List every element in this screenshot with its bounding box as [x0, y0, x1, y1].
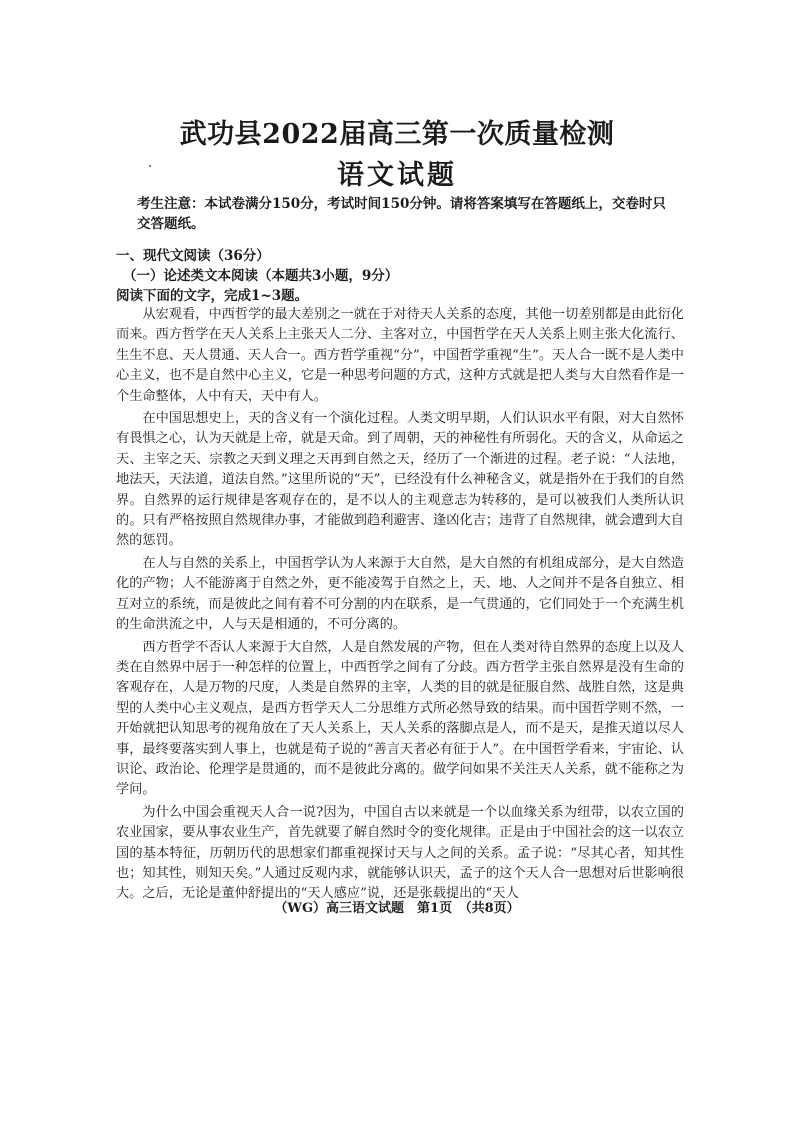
paragraph: 西方哲学不否认人来源于大自然，人是自然发展的产物，但在人类对待自然界的态度上以及人类在自然界中居于一种怎样的位置上，中西哲学之间有了分歧。西方哲学主张自然界是没有生命的客观存在，人是万物的尺度，人类是自然界的主宰，人类的目的就是征服自然、战胜自然，这是典型的人类中心主义观点，是西方哲学天人二分思维方式所必然导致的结果。而中国哲学则不然，一开始就把认知思考的视角放在了天人关系上，天人关系的落脚点是人，而不是天，是推天道以尽人事，最终要落实到人事上，也就是荀子说的“善言天者必有征于人”。在中国哲学看来，宇宙论、认识论、政治论、伦理学是贯通的，而不是彼此分离的。做学问如果不关注天人关系，就不能称之为学问。: [116, 639, 684, 798]
paragraph: 从宏观看，中西哲学的最大差别之一就在于对待天人关系的态度，其他一切差别都是由此衍化而来。西方哲学在天人关系上主张天人二分、主客对立，中国哲学在天人关系上则主张大化流行、生生不息、天人贯通、天人合一。西方哲学重视“分”，中国哲学重视“生”。天人合一既不是人类中心主义，也不是自然中心主义，它是一种思考问题的方式，这种方式就是把人类与大自然看作是一个生命整体，人中有天，天中有人。: [116, 307, 684, 404]
section-heading-part1: 一、现代文阅读（36分）: [116, 248, 270, 264]
reading-instruction: 阅读下面的文字，完成1~3题。: [116, 288, 309, 304]
subject-title: 语文试题: [337, 160, 457, 191]
paragraph: 在人与自然的关系上，中国哲学认为人来源于大自然，是大自然的有机组成部分，是大自然造化的产物；人不能游离于自然之外，更不能凌驾于自然之上，天、地、人之间并不是各自独立、相互对立的系统，而是彼此之间有着不可分割的内在联系，是一气贯通的，它们同处于一个充满生机的生命洪流之中，人与天是相通的，不可分离的。: [116, 555, 684, 633]
exam-title: 武功县2022届高三第一次质量检测: [179, 119, 615, 150]
paragraph: 为什么中国会重视天人合一说?因为，中国自古以来就是一个以血缘关系为纽带，以农立国的农业国家，要从事农业生产，首先就要了解自然时令的变化规律。正是由于中国社会的这一以农立国的基本特征，历朝历代的思想家们都重视探讨天与人之间的关系。孟子说：“尽其心者，知其性也；知其性，则知天矣。”人通过反观内求，就能够认识天，孟子的这个天人合一思想对后世影响很大。之后，无论是董仲舒提出的“天人感应”说，还是张载提出的“天人: [116, 804, 684, 902]
page-footer: （WG）高三语文试题 第1页 （共8页）: [274, 901, 520, 916]
section-subheading: （一）论述类文本阅读（本题共3小题，9分）: [123, 268, 399, 284]
paragraph: 在中国思想史上，天的含义有一个演化过程。人类文明早期，人们认识水平有限，对大自然怀有畏惧之心，认为天就是上帝，就是天命。到了周朝，天的神秘性有所弱化。天的含义，从命运之天、主宰之天、宗教之天到义理之天再到自然之天，经历了一个渐进的过程。老子说：“人法地，地法天，天法道，道法自然。”这里所说的“天”，已经没有什么神秘含义，就是指外在于我们的自然界。自然界的运行规律是客观存在的，是不以人的主观意志为转移的，是可以被我们人类所认识的。只有严格按照自然规律办事，才能做到趋利避害、逢凶化吉；违背了自然规律，就会遭到大自然的惩罚。: [116, 411, 684, 549]
passage: [116, 305, 684, 907]
candidate-notice: 考生注意：本试卷满分150分，考试时间150分钟。请将答案填写在答题纸上，交卷时只交答题纸。: [137, 196, 666, 232]
